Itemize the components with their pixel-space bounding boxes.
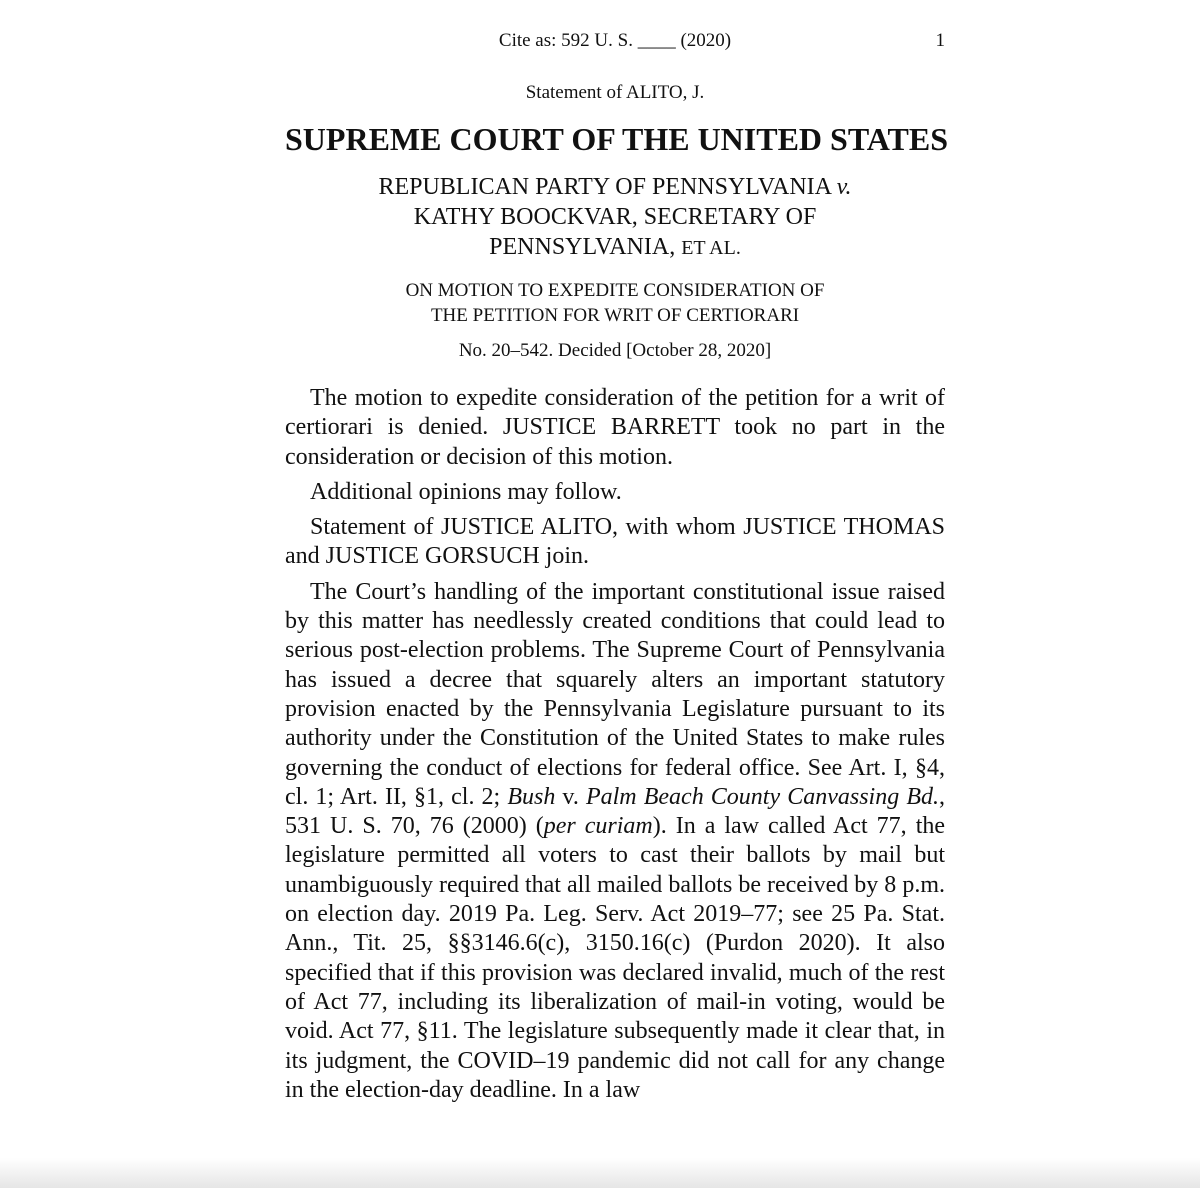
bottom-shadow bbox=[0, 1158, 1200, 1188]
page-number: 1 bbox=[935, 30, 945, 51]
case-name-bush: Bush bbox=[507, 783, 556, 810]
procedural-posture bbox=[285, 278, 945, 328]
court-title: SUPREME COURT OF THE UNITED STATES bbox=[285, 121, 949, 157]
paragraph-additional-opinions: Additional opinions may follow. bbox=[310, 478, 622, 505]
citation-line: Cite as: 592 U. S. ____ (2020) bbox=[498, 30, 732, 51]
paragraph-statement-body bbox=[285, 578, 945, 1105]
running-head bbox=[285, 30, 945, 56]
body-text-segment: , 531 U. S. 70, 76 (2000) ( bbox=[285, 783, 945, 840]
caption-party-1: REPUBLICAN PARTY OF PENNSYLVANIA bbox=[378, 174, 837, 200]
document-page bbox=[285, 0, 949, 1188]
opinion-body bbox=[285, 384, 945, 1111]
docket-decided-line: No. 20–542. Decided [October 28, 2020] bbox=[458, 340, 772, 361]
posture-line-1: ON MOTION TO EXPEDITE CONSIDERATION OF bbox=[405, 280, 825, 301]
statement-heading bbox=[285, 82, 945, 104]
per-curiam: per curiam bbox=[543, 813, 653, 840]
caption-line-3 bbox=[285, 232, 945, 263]
caption-versus: v. bbox=[836, 174, 852, 200]
body-text-segment: The Court’s handling of the important constitutional issue raised by this matter has needlessly created conditions that could lead to serious post-election problems. The Supreme Court of Pennsylvania has issued a decree that squarely alters an important statutory provision enacted by the Pennsylvania Legislature pursuant to its authority under the Constitution of the United States to make rules governing the conduct of elections for federal office. See Art. I, §4, cl. 1; Art. II, §1, cl. 2; bbox=[285, 578, 945, 810]
case-name-palm-beach: Palm Beach County Canvassing Bd. bbox=[585, 783, 939, 810]
body-text-segment: ). In a law called Act 77, the legislature permitted all voters to cast their ballots by mail but unambiguously required that all mailed ballots be received by 8 p.m. on election day. 2019 Pa. Leg. Serv. Act 2019–77; see 25 Pa. Stat. Ann., Tit. 25, §§3146.6(c), 3150.16(c) (Purdon 2020). It also specified that if this provision was declared invalid, much of the rest of Act 77, including its liberalization of mail-in voting, would be void. Act 77, §11. The legislature subsequently made it clear that, in its judgment, the COVID–19 pandemic did not call for any change in the election-day deadline. In a law bbox=[285, 813, 946, 1103]
caption-party-2: PENNSYLVANIA, bbox=[489, 234, 682, 260]
caption-line-2: KATHY BOOCKVAR, SECRETARY OF bbox=[413, 204, 817, 230]
body-text-segment: v. bbox=[555, 783, 586, 810]
paragraph-order: The motion to expedite consideration of the petition for a writ of certiorari is denied. JUSTICE BARRETT took no part in the consideration or decision of this motion. bbox=[285, 385, 945, 470]
paragraph-statement-intro: Statement of JUSTICE ALITO, with whom JUSTICE THOMAS and JUSTICE GORSUCH join. bbox=[285, 514, 945, 570]
case-caption bbox=[285, 172, 945, 263]
statement-heading-text: Statement of ALITO, J. bbox=[525, 82, 705, 103]
caption-et-al: ET AL. bbox=[681, 237, 741, 259]
posture-line-2: THE PETITION FOR WRIT OF CERTIORARI bbox=[430, 305, 800, 326]
caption-line-1 bbox=[285, 172, 945, 202]
